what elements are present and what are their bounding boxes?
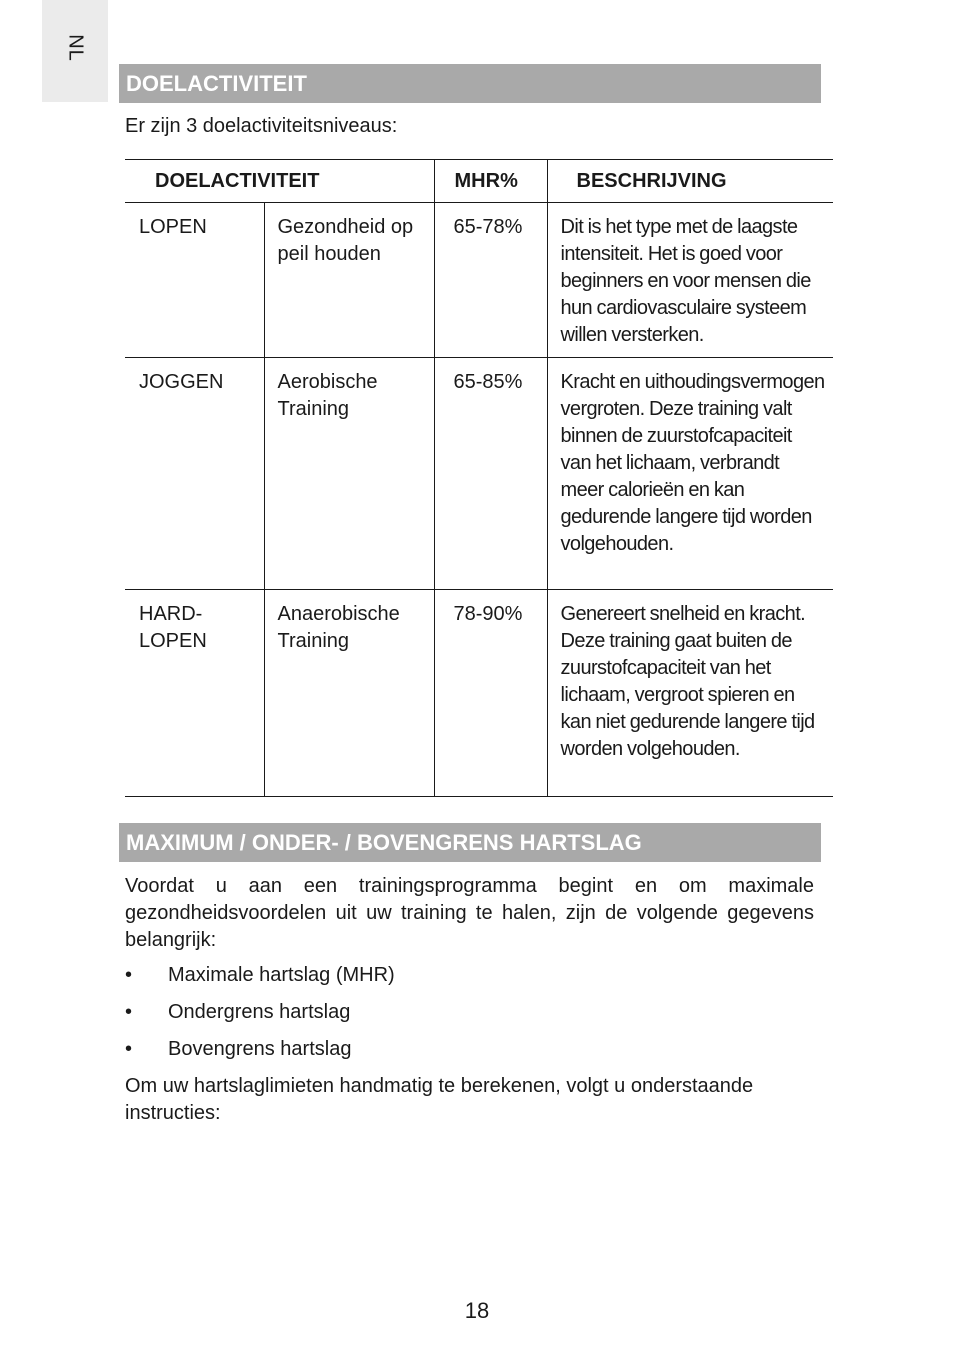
section-header-target-activity [119, 64, 821, 103]
activity-goal: Aerobische Training [264, 358, 434, 590]
activity-description: Genereert snelheid en kracht. Deze training gaat buiten de zuurstofcapaciteit van het lichaam, vergroot spieren en kan niet gedurende langere tijd worden volgehouden. [547, 590, 833, 797]
table-row [125, 590, 833, 797]
language-tab [42, 0, 108, 102]
list-item [125, 1036, 395, 1073]
column-header-description: BESCHRIJVING [547, 160, 833, 203]
activity-mhr: 78-90% [434, 590, 547, 797]
list-item [125, 999, 395, 1036]
activity-mhr: 65-85% [434, 358, 547, 590]
page-number: 18 [464, 1298, 490, 1323]
column-header-mhr: MHR% [434, 160, 547, 203]
activity-name: JOGGEN [125, 358, 264, 590]
section-title: DOELACTIVITEIT [126, 70, 307, 96]
activity-description: Kracht en uithoudingsvermogen vergroten. Deze training valt binnen de zuurstofcapaciteit van het lichaam, verbrandt meer calorieën en kan gedurende langere tijd worden volgehouden. [547, 358, 833, 590]
table-row [125, 358, 833, 590]
table-row [125, 203, 833, 358]
intro-text: Er zijn 3 doelactiviteitsniveaus: [125, 115, 398, 137]
paragraph-intro: Voordat u aan een trainingsprogramma begint en om maximale gezondheidsvoordelen uit uw training te halen, zijn de volgende gegevens belangrijk: [125, 875, 814, 951]
list-item [125, 962, 395, 999]
bullet-icon: • [125, 964, 133, 986]
activity-goal: Anaerobische Training [264, 590, 434, 797]
language-label: NL [64, 34, 87, 62]
list-item-text: Bovengrens hartslag [168, 1038, 352, 1060]
column-header-activity: DOELACTIVITEIT [125, 160, 434, 203]
activity-mhr: 65-78% [434, 203, 547, 358]
section-title: MAXIMUM / ONDER- / BOVENGRENS HARTSLAG [126, 829, 642, 855]
bullet-icon: • [125, 1038, 133, 1060]
paragraph-instructions: Om uw hartslaglimieten handmatig te berekenen, volgt u onderstaande instructies: [125, 1075, 754, 1124]
bullet-icon: • [125, 1001, 133, 1023]
table-header-row [125, 160, 833, 203]
activity-name: LOPEN [125, 203, 264, 358]
activity-table [125, 159, 833, 797]
activity-goal: Gezondheid op peil houden [264, 203, 434, 358]
activity-name: HARD- LOPEN [125, 590, 264, 797]
bullet-list [125, 962, 395, 1073]
section-header-heart-rate [119, 823, 821, 862]
list-item-text: Ondergrens hartslag [168, 1001, 351, 1023]
list-item-text: Maximale hartslag (MHR) [168, 964, 395, 986]
activity-description: Dit is het type met de laagste intensiteit. Het is goed voor beginners en voor mensen die hun cardiovasculaire systeem willen versterken. [547, 203, 833, 358]
